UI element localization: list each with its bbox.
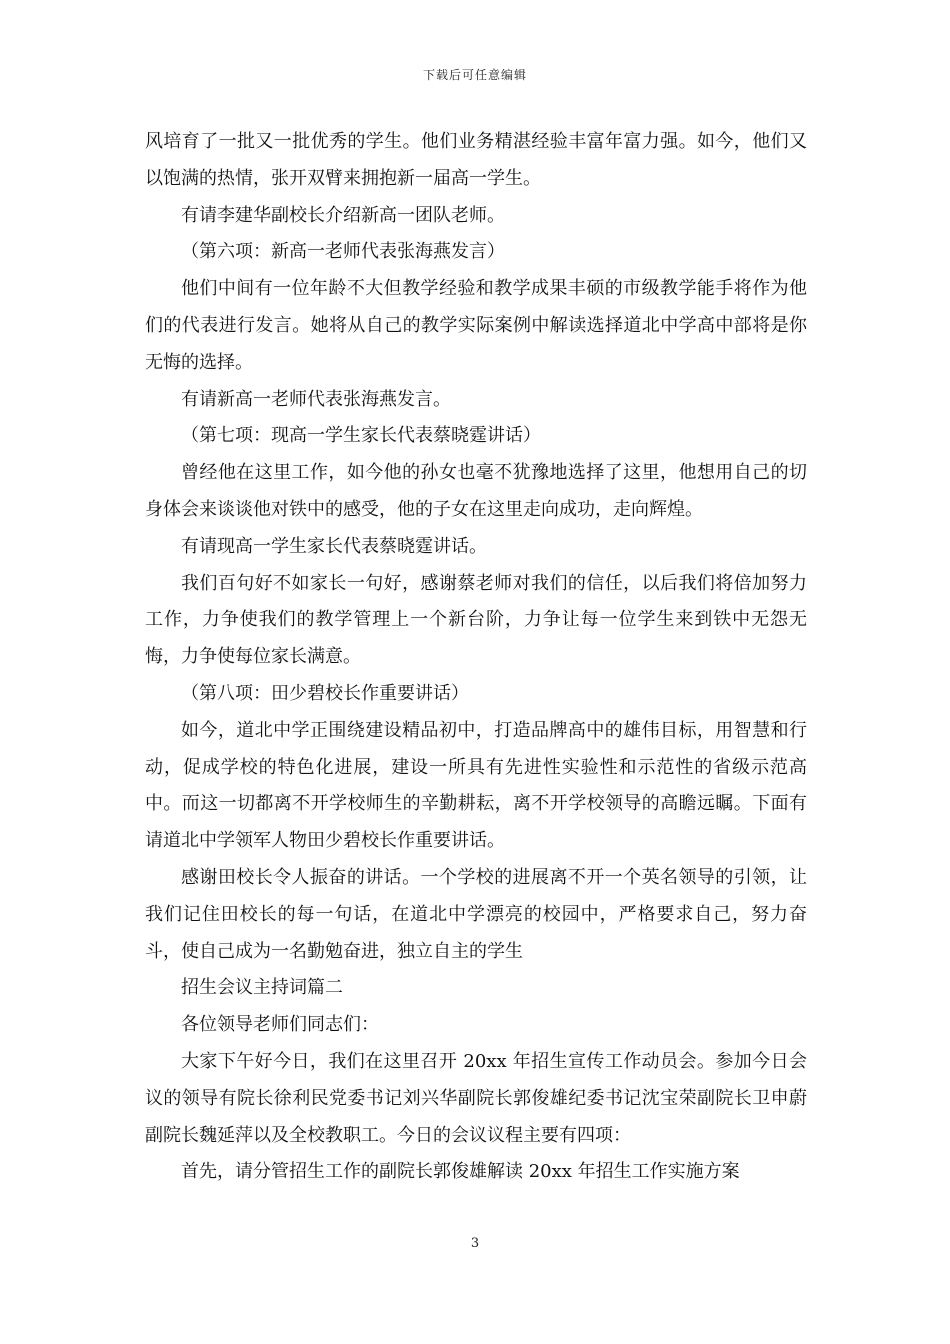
paragraph-6: （第七项：现高一学生家长代表蔡晓霆讲话） xyxy=(181,425,541,447)
paragraph-1: 风培育了一批又一批优秀的学生。他们业务精湛经验丰富年富力强。如今，他们又以饱满的热情，张开双臂来拥抱新一届高一学生。 xyxy=(145,131,807,189)
page-number: 3 xyxy=(470,1236,480,1251)
paragraph-7: 曾经他在这里工作，如今他的孙女也毫不犹豫地选择了这里，他想用自己的切身体会来谈谈他对铁中的感受，他的子女在这里走向成功，走向辉煌。 xyxy=(145,462,807,520)
paragraph-12: 感谢田校长令人振奋的讲话。一个学校的进展离不开一个英名领导的引领，让我们记住田校长的每一句话，在道北中学漂亮的校园中，严格要求自己，努力奋斗，使自己成为一名勤勉奋进，独立自主的学生 xyxy=(145,866,807,962)
paragraph-11: 如今，道北中学正围绕建设精品初中，打造品牌高中的雄伟目标，用智慧和行动，促成学校的特色化进展，建设一所具有先进性实验性和示范性的省级示范高中。而这一切都离不开学校师生的辛勤耕耘，离不开学校领导的高瞻远瞩。下面有请道北中学领军人物田少碧校长作重要讲话。 xyxy=(145,719,807,852)
paragraph-10: （第八项：田少碧校长作重要讲话） xyxy=(181,682,469,704)
section-title: 招生会议主持词篇二 xyxy=(181,977,343,999)
paragraph-3: （第六项：新高一老师代表张海燕发言） xyxy=(181,241,505,263)
paragraph-15: 大家下午好今日，我们在这里召开 20xx 年招生宣传工作动员会。参加今日会议的领导有院长徐利民党委书记刘兴华副院长郭俊雄纪委书记沈宝荣副院长卫申蔚副院长魏延萍以及全校教职工。今日的会议议程主要有四项： xyxy=(145,1050,807,1146)
paragraph-16: 首先，请分管招生工作的副院长郭俊雄解读 20xx 年招生工作实施方案 xyxy=(181,1161,740,1183)
paragraph-9: 我们百句好不如家长一句好，感谢蔡老师对我们的信任，以后我们将倍加努力工作，力争使我们的教学管理上一个新台阶，力争让每一位学生来到铁中无怨无悔，力争使每位家长满意。 xyxy=(145,572,807,668)
paragraph-8: 有请现高一学生家长代表蔡晓霆讲话。 xyxy=(181,535,487,557)
paragraph-4: 他们中间有一位年龄不大但教学经验和教学成果丰硕的市级教学能手将作为他们的代表进行发言。她将从自己的教学实际案例中解读选择道北中学高中部将是你无悔的选择。 xyxy=(145,278,807,373)
page-header: 下载后可任意编辑 xyxy=(422,68,527,82)
salutation: 各位领导老师们同志们： xyxy=(181,1014,379,1036)
document-body xyxy=(145,124,807,1191)
paragraph-5: 有请新高一老师代表张海燕发言。 xyxy=(181,388,451,410)
paragraph-2: 有请李建华副校长介绍新高一团队老师。 xyxy=(181,204,505,226)
